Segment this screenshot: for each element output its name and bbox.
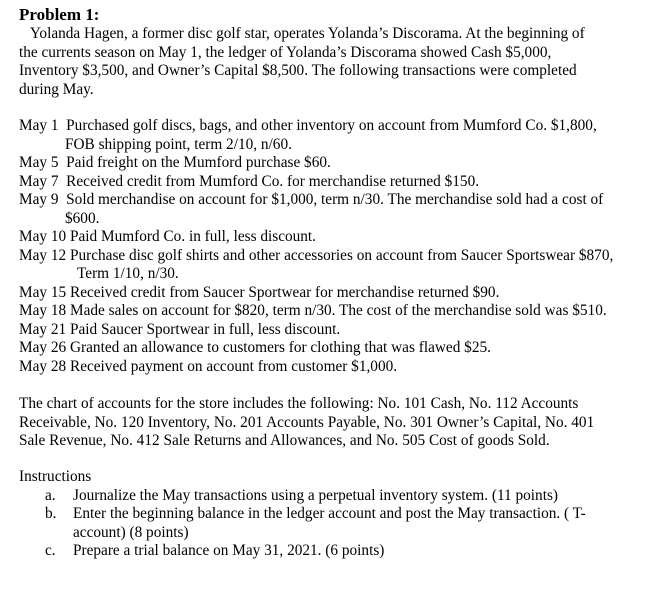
transaction-line: May 7 Received credit from Mumford Co. for merchandise returned $150. [19,172,480,190]
transactions-list [19,117,613,376]
transaction-line: FOB shipping point, term 2/10, n/60. [65,135,292,153]
intro-line: Yolanda Hagen, a former disc golf star, operates Yolanda’s Discorama. At the beginning of [19,25,585,42]
item-label: c. [45,542,56,559]
item-text: Journalize the May transactions using a perpetual inventory system. (11 points) [73,486,558,504]
instruction-item-a [19,487,586,506]
transaction-line: May 5 Paid freight on the Mumford purchase $60. [19,154,331,171]
transaction-line: May 28 Received payment on account from customer $1,000. [19,357,398,375]
instruction-item-b [19,505,586,542]
transaction-line: May 9 Sold merchandise on account for $1,000, term n/30. The merchandise sold had a cost of [19,191,604,208]
accounts-line: The chart of accounts for the store includes the following: No. 101 Cash, No. 112 Accounts [19,395,579,412]
transaction-line: May 15 Received credit from Saucer Sportwear for merchandise returned $90. [19,283,500,301]
item-text: Enter the beginning balance in the ledger account and post the May transaction. ( T- [73,505,586,522]
transaction-line: May 18 Made sales on account for $820, term n/30. The cost of the merchandise sold was $510. [19,302,607,319]
transaction-line: May 21 Paid Saucer Sportwear in full, less discount. [19,320,341,338]
item-label: b. [45,505,57,522]
transaction-line: $600. [65,209,100,227]
item-text: account) (8 points) [73,523,189,541]
transaction-line: May 1 Purchased golf discs, bags, and other inventory on account from Mumford Co. $1,800, [19,117,597,134]
instructions-heading: Instructions [19,468,92,485]
transaction-line: May 10 Paid Mumford Co. in full, less discount. [19,228,317,245]
intro-line: Inventory $3,500, and Owner’s Capital $8,500. The following transactions were completed [19,62,577,79]
item-text: Prepare a trial balance on May 31, 2021. (6 points) [73,542,385,559]
problem-title: Problem 1: [19,5,100,24]
intro-line: the currents season on May 1, the ledger of Yolanda’s Discorama showed Cash $5,000, [19,43,552,61]
intro-paragraph [19,25,585,99]
instructions-section [19,468,586,561]
transaction-line: Term 1/10, n/30. [77,265,179,282]
intro-line: during May. [19,80,94,98]
instruction-item-c [19,542,586,561]
accounts-line: Sale Revenue, No. 412 Sale Returns and Allowances, and No. 505 Cost of goods Sold. [19,432,550,449]
accounts-line: Receivable, No. 120 Inventory, No. 201 Accounts Payable, No. 301 Owner’s Capital, No. 401 [19,413,595,431]
item-label: a. [45,486,56,504]
transaction-line: May 26 Granted an allowance to customers for clothing that was flawed $25. [19,339,491,356]
transaction-line: May 12 Purchase disc golf shirts and other accessories on account from Saucer Sportswear $870, [19,246,614,264]
chart-of-accounts-paragraph [19,395,594,451]
